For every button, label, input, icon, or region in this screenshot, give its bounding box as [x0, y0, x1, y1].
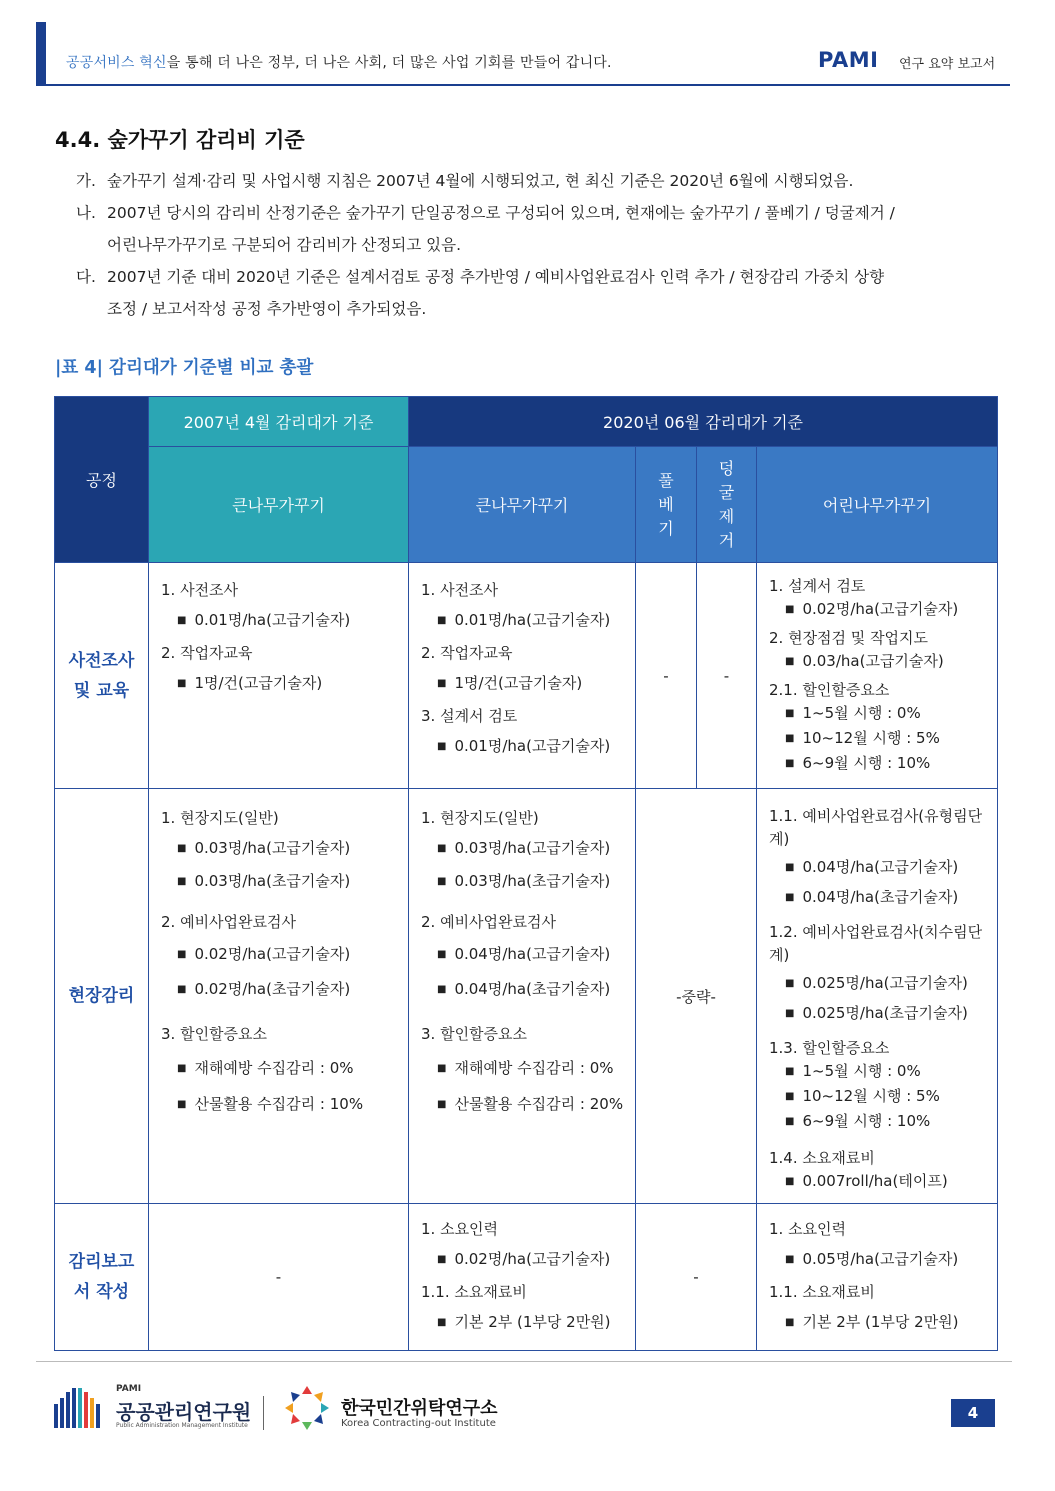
cell-bullet: ■ 0.007roll/ha(테이프): [769, 1170, 989, 1195]
header-2020-weeding: 풀 베 기: [636, 447, 697, 563]
page-number: 4: [951, 1399, 995, 1427]
cell-bullet: ■ 0.02명/ha(고급기술자): [421, 1244, 627, 1277]
cell-bullet: ■ 1~5월 시행 : 0%: [769, 1060, 989, 1085]
footer-divider: [36, 1361, 1012, 1362]
cell-bullet: ■ 0.03/ha(고급기술자): [769, 650, 989, 675]
header-2020-big-tree: 큰나무가꾸기: [409, 447, 636, 563]
pami-logo-name: 공공관리연구원: [116, 1400, 252, 1424]
cell-line: 1.3. 할인할증요소: [769, 1039, 890, 1057]
cell-line: 1. 현장지도(일반): [421, 809, 539, 827]
comparison-table: [54, 396, 998, 1351]
cell-line: 2. 예비사업완료검사: [421, 913, 557, 931]
cell-bullet: ■ 1명/건(고급기술자): [161, 668, 400, 701]
cell-line: 2. 현장점검 및 작업지도: [769, 628, 929, 647]
cell-line: 1.1. 소요재료비: [421, 1283, 527, 1301]
cell-field-2020-omitted: -중략-: [636, 789, 757, 1204]
cell-line: 1.2. 예비사업완료검사(치수림단계): [769, 923, 983, 964]
paragraph-continuation: 조정 / 보고서작성 공정 추가반영이 추가되었음.: [107, 300, 427, 318]
paragraph-marker: 나.: [76, 204, 96, 222]
header-group-2020: 2020년 06월 감리대가 기준: [409, 397, 998, 447]
header-process: 공정: [55, 397, 149, 563]
kci-logo-name: 한국민간위탁연구소: [341, 1398, 498, 1419]
cell-pre-2020-weeding: -: [636, 563, 697, 789]
cell-bullet: ■ 0.01명/ha(고급기술자): [161, 605, 400, 638]
cell-bullet: ■ 0.01명/ha(고급기술자): [421, 731, 627, 764]
cell-bullet: ■ 0.03명/ha(초급기술자): [161, 866, 400, 899]
cell-line: 1. 소요인력: [769, 1220, 847, 1238]
cell-bullet: ■ 0.025명/ha(고급기술자): [769, 972, 989, 997]
cell-bullet: ■ 0.04명/ha(고급기술자): [421, 939, 627, 972]
header-slogan: [66, 52, 612, 72]
cell-bullet: ■ 산물활용 수집감리 : 20%: [421, 1089, 627, 1122]
header-2007-big-tree: 큰나무가꾸기: [149, 447, 409, 563]
cell-bullet: ■ 1명/건(고급기술자): [421, 668, 627, 701]
cell-pre-2020-vine: -: [697, 563, 757, 789]
cell-line: 1. 사전조사: [421, 581, 499, 599]
paragraph-na: [76, 197, 1001, 261]
cell-line: 1.1. 예비사업완료검사(유형림단계): [769, 807, 983, 848]
table-row: [55, 789, 998, 1204]
cell-pre-2020-big-tree: [409, 563, 636, 789]
cell-line: 1. 현장지도(일반): [161, 809, 279, 827]
cell-report-2007: -: [149, 1204, 409, 1351]
cell-bullet: ■ 0.01명/ha(고급기술자): [421, 605, 627, 638]
cell-report-2020-big-tree: [409, 1204, 636, 1351]
cell-bullet: ■ 기본 2부 (1부당 2만원): [769, 1307, 989, 1340]
cell-bullet: ■ 재해예방 수집감리 : 0%: [421, 1053, 627, 1086]
cell-field-2020-young-tree: [757, 789, 998, 1204]
cell-report-2020-weeding-vine: -: [636, 1204, 757, 1351]
pami-logo-bars-icon: [54, 1388, 100, 1428]
cell-line: 3. 할인할증요소: [421, 1025, 528, 1043]
table-caption: |표 4| 감리대가 기준별 비교 총괄: [55, 358, 314, 378]
cell-line: 1. 사전조사: [161, 581, 239, 599]
cell-bullet: ■ 0.04명/ha(초급기술자): [421, 974, 627, 1007]
pami-logo-small: PAMI: [116, 1384, 142, 1394]
cell-bullet: ■ 0.03명/ha(초급기술자): [421, 866, 627, 899]
slogan-highlight: 공공서비스 혁신: [66, 55, 167, 71]
cell-bullet: ■ 재해예방 수집감리 : 0%: [161, 1053, 400, 1086]
header-report-type: 연구 요약 보고서: [899, 57, 996, 72]
cell-line: 3. 설계서 검토: [421, 707, 518, 725]
pami-logo-eng: Public Administration Management Institute: [116, 1422, 248, 1429]
cell-bullet: ■ 10~12월 시행 : 5%: [769, 1085, 989, 1110]
cell-bullet: ■ 6~9월 시행 : 10%: [769, 752, 989, 777]
cell-bullet: ■ 6~9월 시행 : 10%: [769, 1110, 989, 1135]
paragraph-continuation: 어린나무가꾸기로 구분되어 감리비가 산정되고 있음.: [107, 236, 462, 254]
kci-logo-eng: Korea Contracting-out Institute: [341, 1418, 496, 1429]
cell-field-2007: [149, 789, 409, 1204]
cell-line: 1.1. 소요재료비: [769, 1283, 875, 1301]
cell-bullet: ■ 0.025명/ha(초급기술자): [769, 1002, 989, 1027]
kci-logo-icon: [281, 1382, 333, 1434]
paragraph-marker: 다.: [76, 268, 96, 286]
row-label-field: 현장감리: [55, 789, 149, 1204]
header-2020-vine-removal: 덩 굴 제 거: [697, 447, 757, 563]
cell-report-2020-young-tree: [757, 1204, 998, 1351]
footer-logo-separator: [263, 1396, 264, 1430]
cell-field-2020-big-tree: [409, 789, 636, 1204]
cell-bullet: ■ 0.04명/ha(초급기술자): [769, 886, 989, 911]
cell-bullet: ■ 0.02명/ha(고급기술자): [161, 939, 400, 972]
cell-bullet: ■ 0.05명/ha(고급기술자): [769, 1244, 989, 1277]
cell-bullet: ■ 1~5월 시행 : 0%: [769, 702, 989, 727]
header-divider: [36, 84, 1010, 86]
cell-bullet: ■ 0.02명/ha(초급기술자): [161, 974, 400, 1007]
cell-line: 1. 설계서 검토: [769, 576, 866, 595]
cell-pre-2020-young-tree: [757, 563, 998, 789]
cell-bullet: ■ 0.04명/ha(고급기술자): [769, 856, 989, 881]
header-2020-young-tree: 어린나무가꾸기: [757, 447, 998, 563]
cell-line: 2. 작업자교육: [421, 644, 513, 662]
row-label-report: 감리보고 서 작성: [55, 1204, 149, 1351]
cell-bullet: ■ 0.02명/ha(고급기술자): [769, 598, 989, 623]
cell-bullet: ■ 기본 2부 (1부당 2만원): [421, 1307, 627, 1340]
section-title: 4.4. 숲가꾸기 감리비 기준: [55, 128, 305, 152]
header-group-2007: 2007년 4월 감리대가 기준: [149, 397, 409, 447]
cell-pre-2007: [149, 563, 409, 789]
paragraph-da: [76, 261, 1001, 325]
paragraph-text: 2007년 기준 대비 2020년 기준은 설계서검토 공정 추가반영 / 예비사업완료검사 인력 추가 / 현장감리 가중치 상향: [107, 268, 885, 286]
cell-line: 1.4. 소요재료비: [769, 1149, 875, 1167]
paragraph-text: 숲가꾸기 설계·감리 및 사업시행 지침은 2007년 4월에 시행되었고, 현 최신 기준은 2020년 6월에 시행되었음.: [107, 172, 854, 190]
cell-bullet: ■ 10~12월 시행 : 5%: [769, 727, 989, 752]
paragraph-marker: 가.: [76, 172, 96, 190]
paragraph-ga: [76, 165, 1001, 197]
slogan-rest: 을 통해 더 나은 정부, 더 나은 사회, 더 많은 사업 기회를 만들어 갑니다.: [166, 55, 612, 71]
table-row: [55, 563, 998, 789]
cell-bullet: ■ 0.03명/ha(고급기술자): [161, 833, 400, 866]
cell-line: 2.1. 할인할증요소: [769, 680, 890, 699]
paragraph-text: 2007년 당시의 감리비 산정기준은 숲가꾸기 단일공정으로 구성되어 있으며, 현재에는 숲가꾸기 / 풀베기 / 덩굴제거 /: [107, 204, 895, 222]
cell-bullet: ■ 0.03명/ha(고급기술자): [421, 833, 627, 866]
row-label-pre: 사전조사 및 교육: [55, 563, 149, 789]
header-brand: PAMI: [818, 48, 879, 72]
cell-line: 2. 예비사업완료검사: [161, 913, 297, 931]
header-accent-bar: [36, 22, 46, 84]
cell-line: 2. 작업자교육: [161, 644, 253, 662]
cell-line: 3. 할인할증요소: [161, 1025, 268, 1043]
table-row: [55, 1204, 998, 1351]
cell-line: 1. 소요인력: [421, 1220, 499, 1238]
cell-bullet: ■ 산물활용 수집감리 : 10%: [161, 1089, 400, 1122]
